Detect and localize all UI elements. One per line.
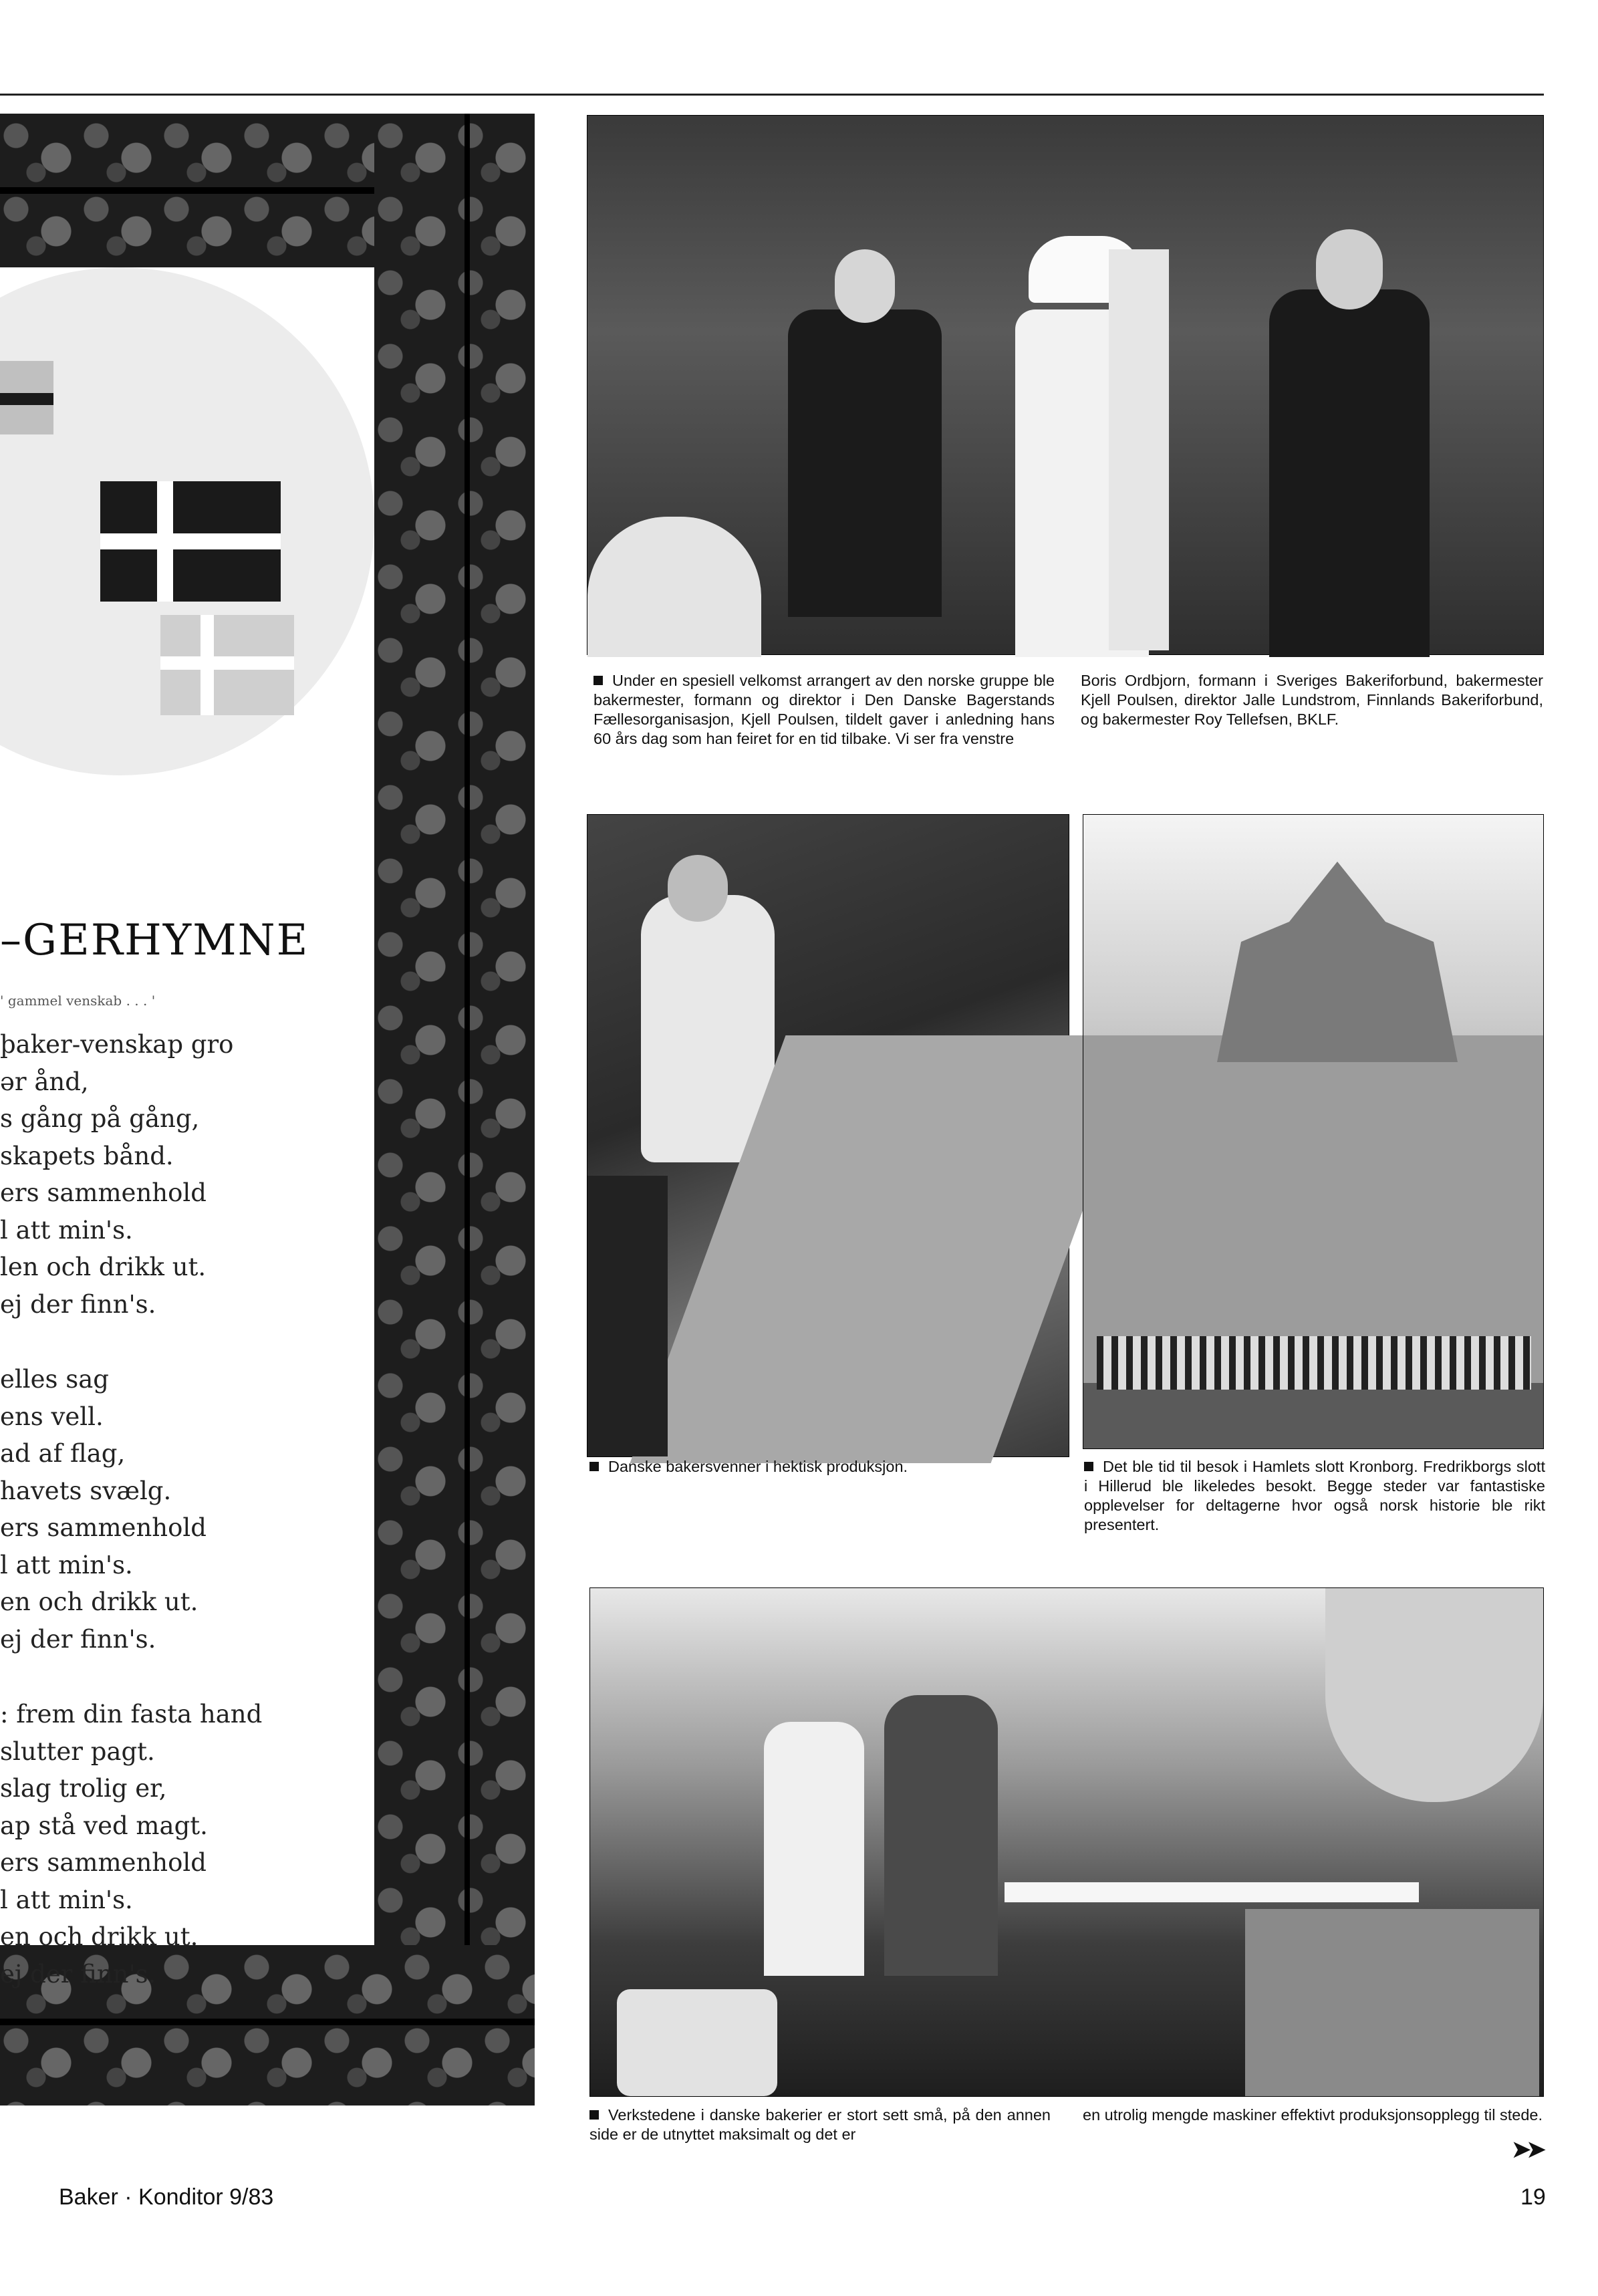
poem-line: havets svælg.	[0, 1476, 172, 1505]
poem-line: slutter pagt.	[0, 1737, 155, 1766]
poem-stanza	[0, 1696, 374, 1993]
bullet-square-icon	[589, 1462, 599, 1471]
poem-line: : frem din fasta hand	[0, 1700, 263, 1729]
caption-ceremony-continued: Boris Ordbjorn, formann i Sveriges Bakeriforbund, bakermester Kjell Poulsen, direktor Jalle Lundstrom, Finnlands Bakeriforbund, og bakermester Roy Tellefsen, BKLF.	[1081, 672, 1543, 728]
poem-line: ad af flag,	[0, 1439, 126, 1468]
poem-line: elles sag	[0, 1365, 109, 1394]
poem-verses	[0, 1026, 374, 1993]
poem-line: s gång på gång,	[0, 1104, 200, 1133]
poem-line: ers sammenhold	[0, 1848, 207, 1877]
photo-bakery-workshop	[589, 1587, 1544, 2097]
caption-workshop	[589, 2106, 1051, 2144]
poem-content	[0, 267, 374, 1989]
continue-arrow-icon: ➤➤	[1512, 2137, 1542, 2162]
poem-line: l att min's.	[0, 1550, 133, 1579]
photo-bakery-production	[587, 814, 1069, 1457]
caption-text: Det ble tid til besok i Hamlets slott Kronborg. Fredrikborgs slott i Hillerud ble likeledes besokt. Begge steder var fantastiske opplevelser for deltagerne hvor også norsk historie ble rikt presentert.	[1084, 1458, 1545, 1533]
bullet-square-icon	[593, 676, 603, 685]
poem-stanza	[0, 1026, 374, 1323]
bullet-square-icon	[1084, 1462, 1093, 1471]
photo-kronborg-castle	[1083, 814, 1544, 1449]
caption-production	[589, 1457, 1064, 1477]
poem-line: l att min's.	[0, 1885, 133, 1914]
caption-text: Verkstedene i danske bakerier er stort sett små, på den annen side er de utnyttet maksimalt og det er	[589, 2106, 1051, 2143]
bullet-square-icon	[589, 2110, 599, 2120]
page-number: 19	[1520, 2184, 1546, 2210]
poem-line: len och drikk ut.	[0, 1253, 207, 1281]
footer-publication: Baker · Konditor 9/83	[59, 2184, 274, 2210]
poem-line: ens vell.	[0, 1402, 104, 1431]
poem-line: ers sammenhold	[0, 1513, 207, 1542]
poem-line: ej der finn's.	[0, 1959, 156, 1989]
poem-line: ej der finn's.	[0, 1624, 156, 1654]
poem-line: ər ånd,	[0, 1067, 89, 1096]
poem-line: en och drikk ut.	[0, 1587, 198, 1616]
poem-line: þaker-venskap gro	[0, 1030, 234, 1059]
grapevine-border-right	[374, 114, 535, 2106]
caption-castle	[1084, 1457, 1545, 1535]
poem-line: ers sammenhold	[0, 1178, 207, 1207]
nordic-flag-icon	[100, 481, 281, 602]
poem-line: ej der finn's.	[0, 1289, 156, 1319]
poem-title: –GERHYMNE	[0, 916, 309, 965]
caption-text: Danske bakersvenner i hektisk produksjon.	[608, 1458, 908, 1475]
caption-ceremony	[593, 671, 1055, 749]
caption-workshop-continued: en utrolig mengde maskiner effektivt produksjonsopplegg til stede.	[1083, 2106, 1543, 2124]
poem-panel	[0, 114, 541, 2116]
nordic-flag-icon	[160, 615, 294, 715]
flag-icon	[0, 361, 53, 434]
poem-line: slag trolig er,	[0, 1774, 167, 1803]
poem-stanza	[0, 1361, 374, 1658]
poem-line: en och drikk ut.	[0, 1922, 198, 1951]
poem-subtitle: ' gammel venskab . . . '	[0, 993, 156, 1009]
poem-line: l att min's.	[0, 1215, 133, 1245]
photo-ceremony-group	[587, 115, 1544, 655]
caption-text: Under en spesiell velkomst arrangert av den norske gruppe ble bakermester, formann og direktor i Den Danske Bagerstands Fællesorganisasjon, Kjell Poulsen, tildelt gaver i anledning hans 60 års dag som han feiret for en tid tilbake. Vi ser fra venstre	[593, 672, 1055, 747]
poem-line: skapets bånd.	[0, 1141, 174, 1170]
top-rule	[0, 94, 1544, 96]
poem-line: ap stå ved magt.	[0, 1811, 208, 1840]
